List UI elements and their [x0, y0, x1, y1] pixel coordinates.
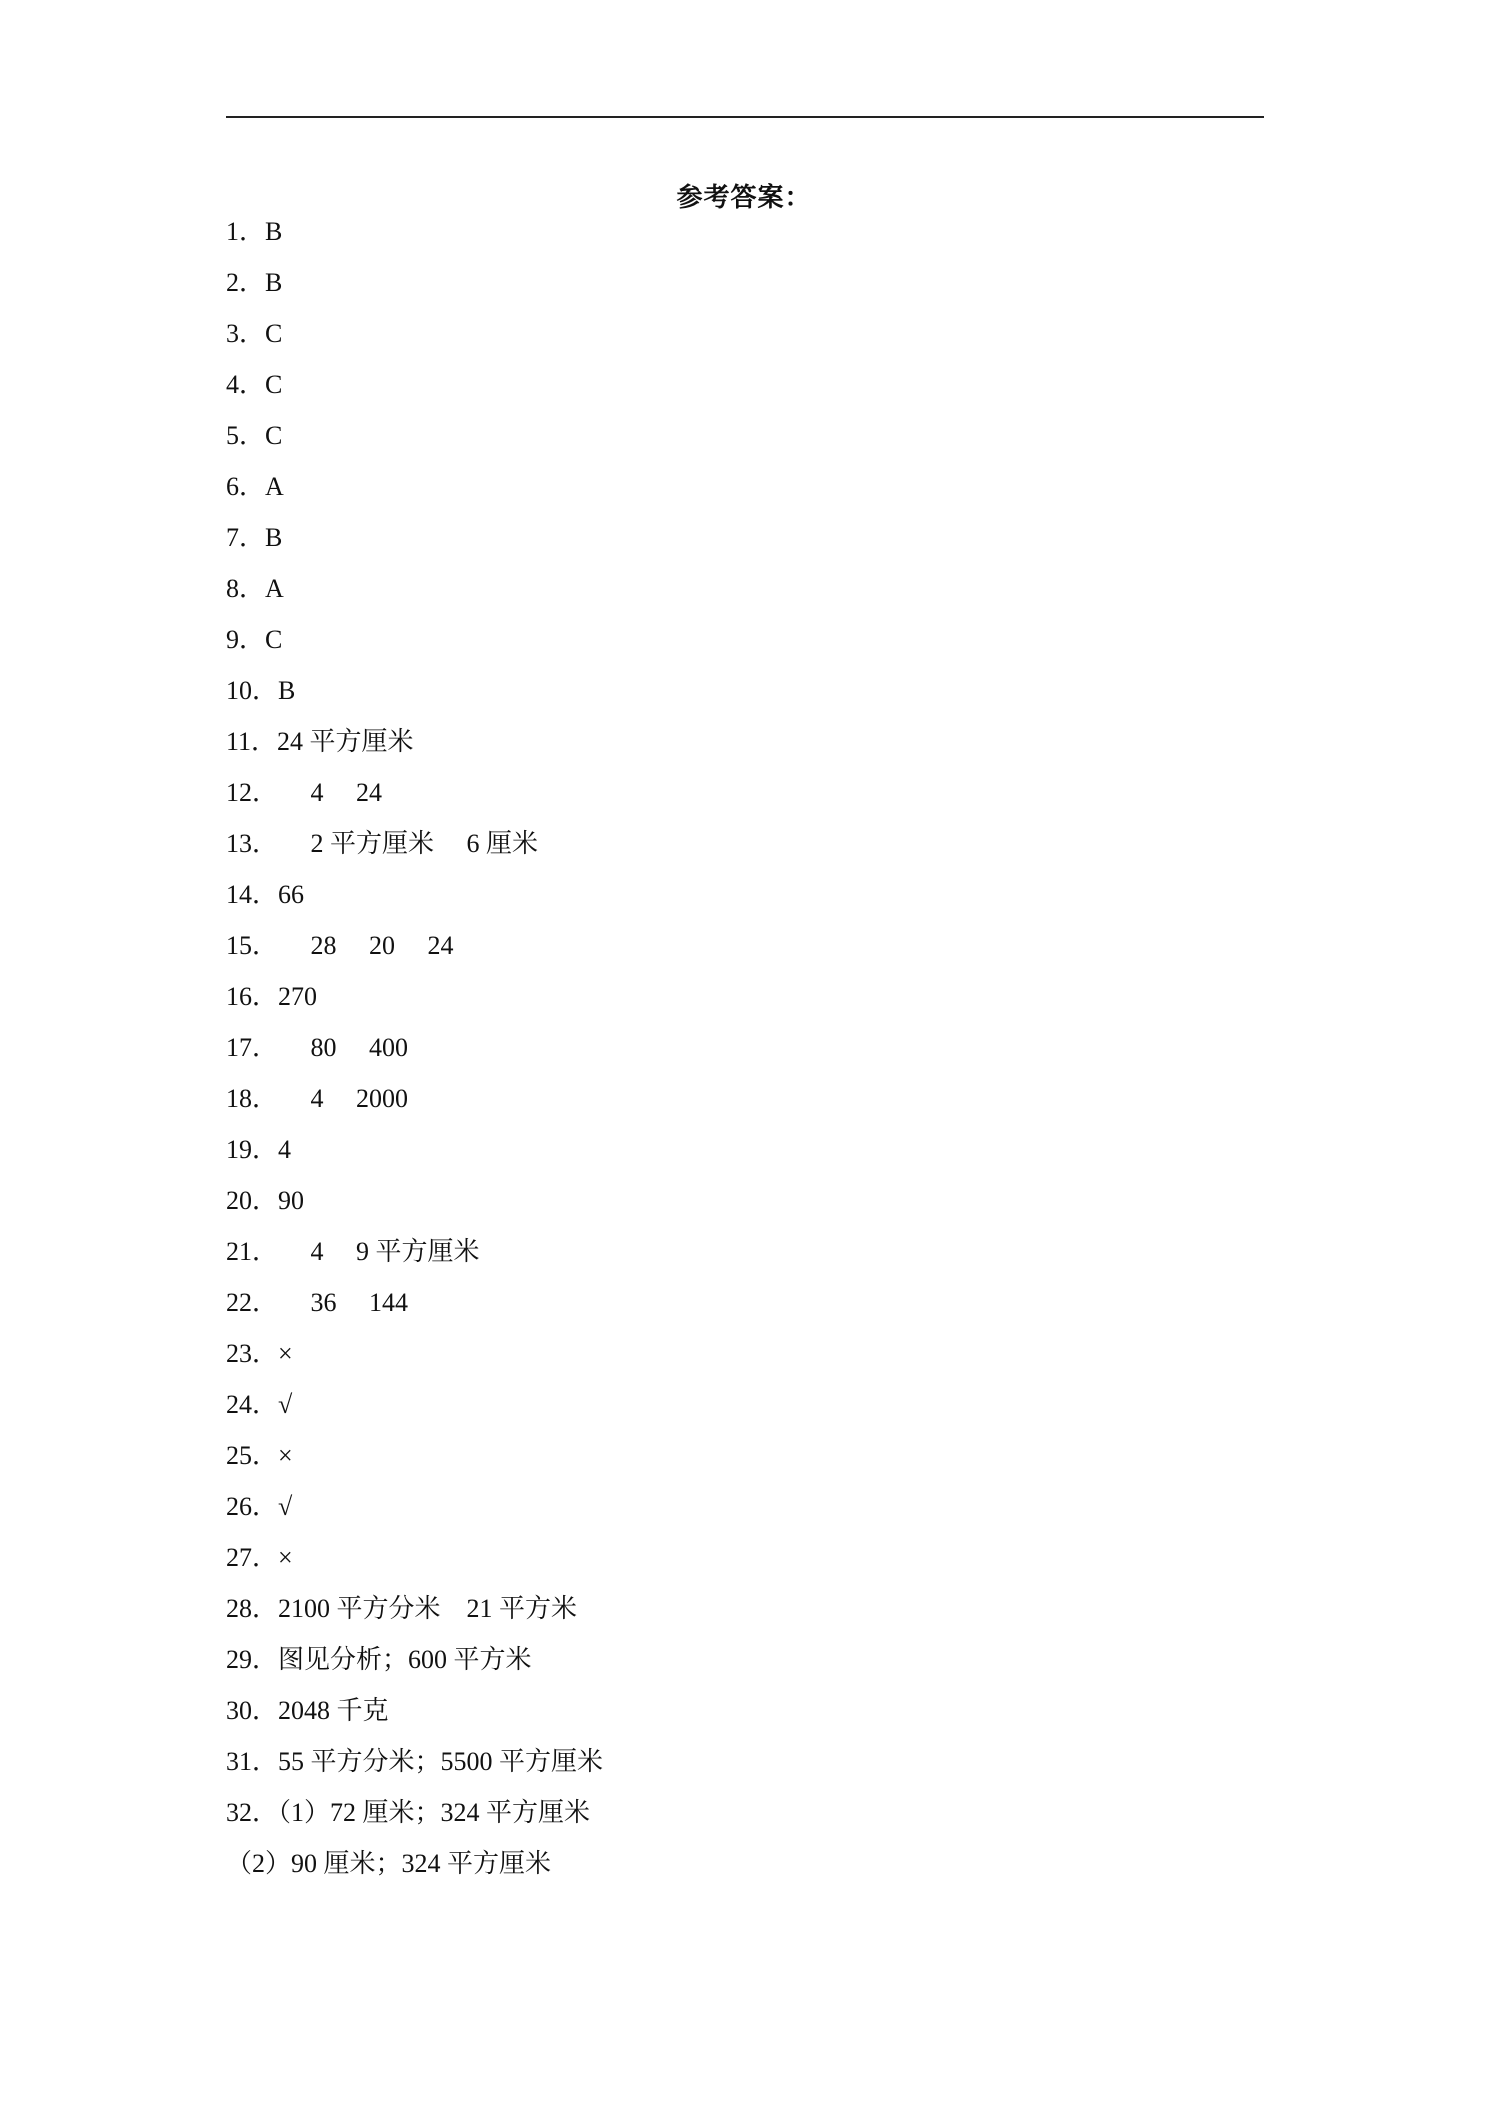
header-rule: [226, 116, 1264, 118]
answer-line: 22． 36 144: [226, 1288, 409, 1317]
answer-line: （2）90 厘米；324 平方厘米: [226, 1849, 552, 1878]
answer-line: 32．（1）72 厘米；324 平方厘米: [226, 1798, 591, 1827]
page-title: 参考答案：: [676, 183, 812, 212]
answer-line: 5．C: [226, 421, 283, 450]
answer-line: 4．C: [226, 370, 283, 399]
answer-line: 30．2048 千克: [226, 1696, 389, 1725]
answer-line: 7．B: [226, 523, 283, 552]
answer-line: 24．√: [226, 1390, 293, 1419]
answer-line: 14．66: [226, 880, 305, 909]
answer-line: 1．B: [226, 217, 283, 246]
answer-line: 10．B: [226, 676, 296, 705]
answer-line: 23．×: [226, 1339, 293, 1368]
answer-line: 8．A: [226, 574, 284, 603]
answer-line: 19．4: [226, 1135, 292, 1164]
answer-line: 31．55 平方分米；5500 平方厘米: [226, 1747, 604, 1776]
answer-line: 26．√: [226, 1492, 293, 1521]
answer-line: 9．C: [226, 625, 283, 654]
answer-line: 28．2100 平方分米 21 平方米: [226, 1594, 578, 1623]
answer-line: 25．×: [226, 1441, 293, 1470]
answer-line: 18． 4 2000: [226, 1084, 409, 1113]
answer-line: 21． 4 9 平方厘米: [226, 1237, 480, 1266]
answer-list: [226, 212, 603, 1895]
answer-line: 6．A: [226, 472, 284, 501]
answer-line: 15． 28 20 24: [226, 931, 454, 960]
answer-line: 20．90: [226, 1186, 305, 1215]
answer-line: 11．24 平方厘米: [226, 727, 414, 756]
answer-line: 27．×: [226, 1543, 293, 1572]
answer-line: 2．B: [226, 268, 283, 297]
answer-line: 16．270: [226, 982, 318, 1011]
answer-line: 3．C: [226, 319, 283, 348]
answer-line: 29．图见分析；600 平方米: [226, 1645, 532, 1674]
answer-line: 12． 4 24: [226, 778, 383, 807]
answer-line: 17． 80 400: [226, 1033, 409, 1062]
answer-line: 13． 2 平方厘米 6 厘米: [226, 829, 539, 858]
